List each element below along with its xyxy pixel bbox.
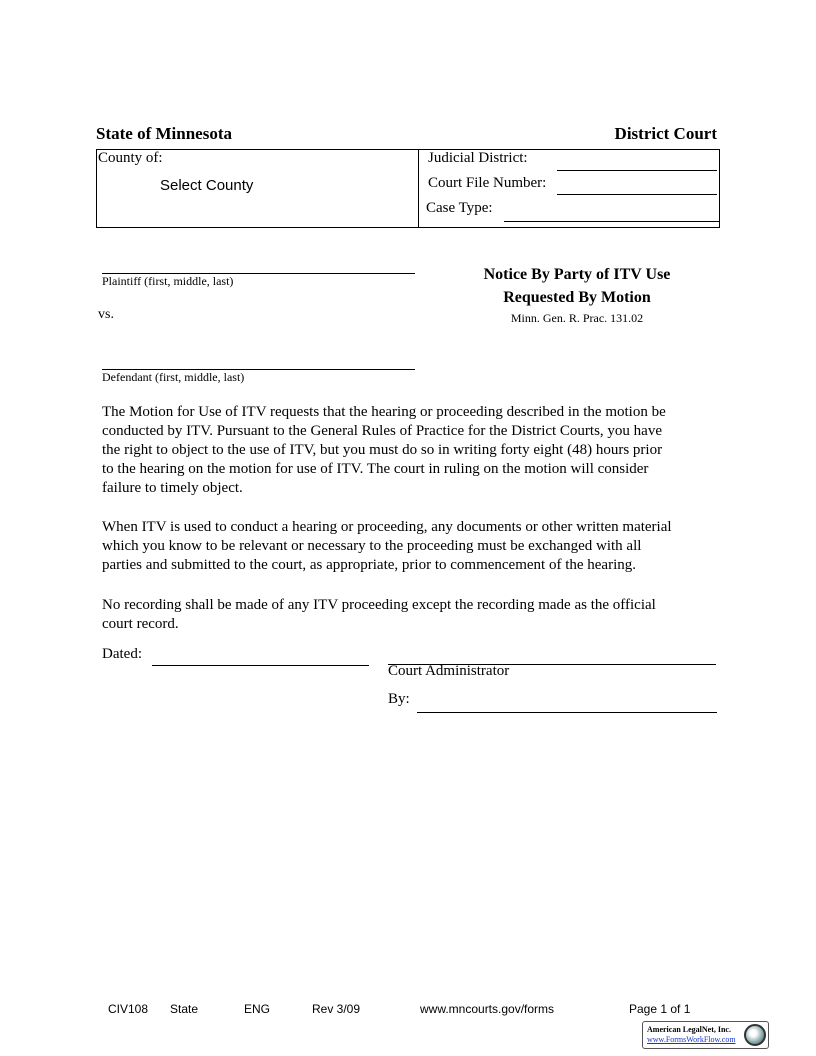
footer-jurisdiction: State: [170, 1002, 199, 1016]
court-administrator-label: Court Administrator: [388, 663, 510, 679]
dated-field[interactable]: [152, 646, 368, 664]
paragraph-recording: [102, 596, 718, 634]
paragraph-line: failure to timely object.: [102, 480, 243, 496]
title-line-1: Notice By Party of ITV Use: [483, 266, 671, 283]
paragraph-documents: [102, 518, 718, 575]
paragraph-line: the right to object to the use of ITV, but you must do so in writing forty eight (48) hours prior: [102, 442, 663, 458]
footer-page-number: Page 1 of 1: [629, 1002, 691, 1016]
case-type-line: [504, 221, 720, 222]
globe-icon: [744, 1024, 766, 1046]
versus-text: vs.: [98, 307, 114, 322]
title-line-2: Requested By Motion: [503, 289, 651, 306]
defendant-field[interactable]: [102, 350, 414, 368]
footer-website: www.mncourts.gov/forms: [420, 1002, 555, 1016]
paragraph-line: court record.: [102, 616, 179, 632]
paragraph-line: parties and submitted to the court, as appropriate, prior to commencement of the hearing.: [102, 557, 636, 573]
by-field[interactable]: [417, 693, 715, 711]
dated-label: Dated:: [102, 646, 142, 662]
state-heading: State of Minnesota: [96, 124, 232, 143]
court-administrator-field[interactable]: [388, 645, 714, 663]
court-file-number-field[interactable]: [557, 177, 717, 194]
case-type-field[interactable]: [504, 202, 718, 219]
defendant-label: Defendant (first, middle, last): [102, 370, 245, 384]
court-file-number-label: Court File Number:: [428, 175, 547, 191]
footer-language: ENG: [244, 1002, 271, 1016]
case-type-label: Case Type:: [426, 200, 493, 216]
judicial-district-line: [557, 170, 717, 171]
court-file-number-line: [557, 194, 717, 195]
rule-citation: Minn. Gen. R. Prac. 131.02: [510, 311, 644, 325]
paragraph-line: No recording shall be made of any ITV proceeding except the recording made as the official: [102, 597, 656, 613]
forms-workflow-badge[interactable]: [642, 1021, 769, 1049]
badge-company: American LegalNet, Inc.: [647, 1025, 731, 1034]
county-label: County of:: [98, 150, 163, 166]
badge-url-link[interactable]: www.FormsWorkFlow.com: [647, 1035, 736, 1044]
court-heading: District Court: [614, 124, 717, 143]
paragraph-line: to the hearing on the motion for use of ITV. The court in ruling on the motion will consider: [102, 461, 649, 477]
paragraph-line: When ITV is used to conduct a hearing or proceeding, any documents or other written material: [102, 519, 672, 535]
plaintiff-field[interactable]: [102, 254, 414, 272]
judicial-district-field[interactable]: [557, 152, 717, 169]
paragraph-line: The Motion for Use of ITV requests that the hearing or proceeding described in the motion be: [102, 404, 666, 420]
paragraph-line: which you know to be relevant or necessary to the proceeding must be exchanged with all: [102, 538, 642, 554]
dated-line: [152, 665, 369, 666]
paragraph-line: conducted by ITV. Pursuant to the General Rules of Practice for the District Courts, you have: [102, 423, 663, 439]
footer-revision: Rev 3/09: [312, 1002, 361, 1016]
footer-form-code: CIV108: [108, 1002, 149, 1016]
caption-box-divider: [418, 149, 419, 228]
plaintiff-label: Plaintiff (first, middle, last): [102, 274, 234, 288]
paragraph-notice: [102, 403, 718, 498]
county-select[interactable]: Select County: [160, 177, 254, 194]
by-line: [417, 712, 717, 713]
by-label: By:: [388, 691, 410, 707]
judicial-district-label: Judicial District:: [428, 150, 528, 166]
